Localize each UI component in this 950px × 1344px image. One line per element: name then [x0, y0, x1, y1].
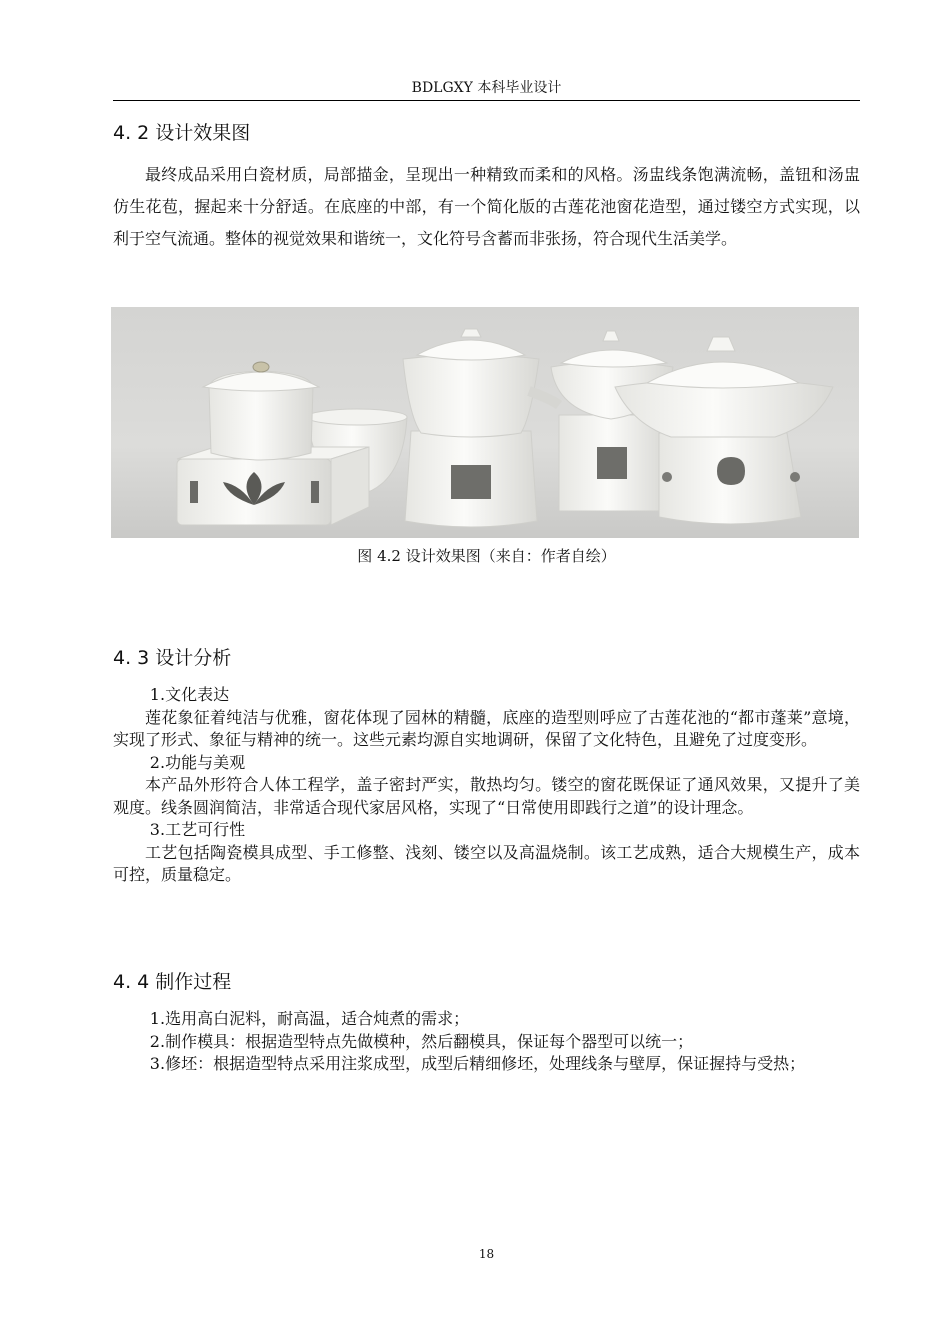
section-4-2-paragraph: 最终成品采用白瓷材质，局部描金，呈现出一种精致而柔和的风格。汤盅线条饱满流畅，盖钮和汤盅仿生花苞，握起来十分舒适。在底座的中部，有一个简化版的古莲花池窗花造型，通过镂空方式实现，以利于空气流通。整体的视觉效果和谐统一，文化符号含蓄而非张扬，符合现代生活美学。 — [113, 165, 860, 248]
step-3: 3.修坯：根据造型特点采用注浆成型，成型后精细修坯，处理线条与壁厚，保证握持与受热； — [149, 1054, 806, 1073]
page-header: BDLGXY 本科毕业设计 — [411, 80, 562, 96]
section-heading-4-4: 4. 4 制作过程 — [113, 971, 232, 993]
section-4-3-body — [113, 684, 860, 887]
item-title-1: 1.文化表达 — [149, 685, 230, 704]
item-body-2: 本产品外形符合人体工程学，盖子密封严实，散热均匀。镂空的窗花既保证了通风效果，又提升了美观度。线条圆润简洁，非常适合现代家居风格，实现了“日常使用即践行之道”的设计理念。 — [113, 775, 860, 817]
item-title-3: 3.工艺可行性 — [149, 820, 246, 839]
product-photo — [111, 307, 859, 538]
section-heading-4-3: 4. 3 设计分析 — [113, 647, 232, 669]
step-2: 2.制作模具：根据造型特点先做模种，然后翻模具，保证每个器型可以统一； — [149, 1031, 694, 1051]
item-body-3: 工艺包括陶瓷模具成型、手工修整、浅刻、镂空以及高温烧制。该工艺成熟，适合大规模生产，成本可控，质量稳定。 — [113, 842, 860, 884]
header-rule — [113, 100, 860, 101]
section-heading-4-2: 4. 2 设计效果图 — [113, 122, 251, 144]
section-4-4-body — [113, 1008, 860, 1076]
item-body-1: 莲花象征着纯洁与优雅，窗花体现了园林的精髓，底座的造型则呼应了古莲花池的“都市蓬莱”意境，实现了形式、象征与精神的统一。这些元素均源自实地调研，保留了文化特色，且避免了过度变形。 — [113, 707, 860, 749]
page-number: 18 — [478, 1247, 495, 1261]
step-1: 1.选用高白泥料，耐高温，适合炖煮的需求； — [149, 1009, 470, 1028]
item-title-2: 2.功能与美观 — [149, 752, 246, 772]
figure-caption: 图 4.2 设计效果图（来自：作者自绘） — [357, 547, 616, 565]
section-4-2-body — [113, 159, 860, 255]
